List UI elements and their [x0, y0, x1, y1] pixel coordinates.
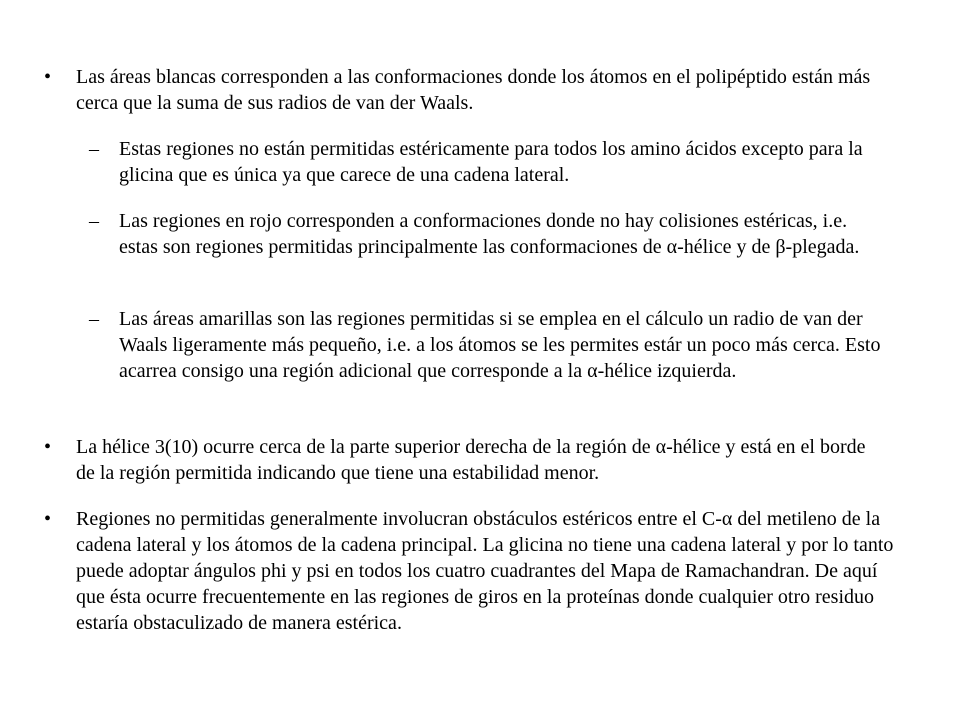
bullet-text: Las áreas blancas corresponden a las conformaciones donde los átomos en el polipéptido están más cerca que la suma de sus radios de van der Waals. [76, 66, 871, 114]
sub-bullet-item-1 [89, 136, 871, 188]
dash-icon: – [89, 210, 99, 232]
bullet-dot-icon: • [44, 508, 52, 530]
bullet-item-1 [44, 64, 876, 116]
bullet-item-2 [44, 434, 876, 486]
bullet-text: La hélice 3(10) ocurre cerca de la parte superior derecha de la región de α-hélice y está en el borde de la región permitida indicando que tiene una estabilidad menor. [76, 436, 866, 484]
bullet-dot-icon: • [44, 66, 52, 88]
sub-bullet-item-3 [89, 306, 889, 384]
dash-icon: – [89, 138, 99, 160]
bullet-text: Regiones no permitidas generalmente involucran obstáculos estéricos entre el C-α del metileno de la cadena lateral y los átomos de la cadena principal. La glicina no tiene una cadena lateral y por lo tanto puede adoptar ángulos phi y psi en todos los cuatro cuadrantes del Mapa de Ramachandran. De aquí que ésta ocurre frecuentemente en las regiones de giros en la proteínas donde cualquier otro residuo estaría obstaculizado de manera estérica. [76, 508, 894, 634]
sub-bullet-text: Estas regiones no están permitidas estéricamente para todos los amino ácidos excepto para la glicina que es única ya que carece de una cadena lateral. [119, 138, 863, 186]
sub-bullet-item-2 [89, 208, 889, 260]
sub-bullet-text: Las áreas amarillas son las regiones permitidas si se emplea en el cálculo un radio de van der Waals ligeramente más pequeño, i.e. a los átomos se les permites estár un poco más cerca. Esto acarrea consigo una región adicional que corresponde a la α-hélice izquierda. [119, 308, 881, 382]
dash-icon: – [89, 308, 99, 330]
bullet-dot-icon: • [44, 436, 52, 458]
bullet-item-3 [44, 506, 896, 636]
sub-bullet-text: Las regiones en rojo corresponden a conformaciones donde no hay colisiones estéricas, i.e. estas son regiones permitidas principalmente las conformaciones de α-hélice y de β-plegada. [119, 210, 860, 258]
